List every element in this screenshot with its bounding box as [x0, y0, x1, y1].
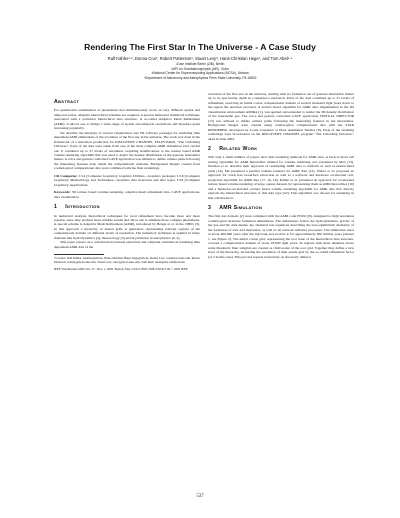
- section-3-paragraph-1: The first star datasets [2] were computed with the AMR code ENZO [6], designed for high resolution cosmological structure formation simulations. The simulations follow the hydrodynamics, gravity of the gas and the dark matter, the chemical rate equations describing the non-equilibrium chemistry of the formation of ions and molecules, as well as all relevant radiative processes. The simulation starts at about 400,000 years after the big bang and evolves it for approximately 300 million years (dataset 1, see Figure 2). The initial coarse grid, representing the root node of the hierarchical data structure, covered a computational domain of about 18,000 light years. In regions with mass densities above some threshold, finer subgrids are created as child nodes of the root grid. Together they define a new level of the hierarchy, increasing the resolution of their parent grid by the so-called refinement factor (of 2 in this case). This process repeats recursively on the newly defined: [208, 214, 354, 259]
- section-1-heading: [54, 205, 200, 209]
- intro-continuation: evolution of the first star in the universe, starting with its formation out of gaseous interstellar matter up to its spectacular death in a supernova explosion. Parts of the data contained up to 27 levels of refinement, resolving an initial coarse computational domain of several thousand light years down to the region the newborn protostar. A texture based algorithm for AMR data, implemented in the 3D visualization environment AMIRA [1], was applied and extended to render the 3D density distribution of the interstellar gas. The voice and gesture controlled CAVE application VIRTUAL DIRECTOR [15] was utilized to define camera paths following the interesting features in the hierarchies. Background images were created using cosmological computational data with the STAR RENDERER, developed by Loren Carpenter at Pixar Animation Studios [8]. Parts of the resulting renderings were broadcasted on the DISCOVERY CHANNEL program "The Unfolding Universe", aired in June 2002.: [208, 92, 354, 141]
- section-1-paragraph-1: In numerical analysis, hierarchical techniques for local refinement have become more and more popular, since they produce more reliable results and allow one to simulate more complex phenomena. A special scheme is Adaptive Mesh Refinement (AMR), introduced by Berger et al. in the 1980's [3]. In this approach a hierarchy of nested grids is generated, representing relevant regions of the computational domain on different levels of resolution. The numerical technique is applied in many domains like hydrodynamics [4], meteorology [5] and in particular in astrophysics [6, 2].: [54, 213, 200, 240]
- cr-categories: [54, 174, 200, 187]
- abstract-heading: Abstract: [54, 99, 80, 105]
- section-3-number: 3: [208, 204, 212, 211]
- abstract-paragraph-2: We describe the interplay of several visualization and VR software packages for rendering time dependent AMR simulations of the evolution of the first star in the universe. The work was done in the framework of a television production for DISCOVERY CHANNEL TELEVISION, "The Unfolding Universe". Parts of the data were taken from one of the most complex AMR simulation ever carried out: It contained up to 27 levels of resolution, requiring modifications to the texture based AMR volume rendering algorithm that was used to depict the density distribution of the gaseous interstellar matter. A voice and gesture controlled CAVE application was utilized to define camera paths following the interesting features deep inside the computational domains. Background images created from cosmological computational data were combined with the final renderings.: [54, 130, 201, 171]
- affiliation-1: ¹Zuse Institute Berlin (ZIB), Berlin: [175, 62, 225, 66]
- section-2-paragraph-1: Still only a small number of papers deal with rendering methods for AMR data. A back-to-front cell sorting algorithm for AMR hierarchies utilized for volume rendering was presented by Max [13]. Norman et al. describe their approach of resampling AMR data to uniform as well as unstructured grids [14]. Ma presented a parallel volume renderer for AMR data [12]. Weber et al. proposed an approach for crack free isosurface extraction as well as a software and hardware accelerated cell-projection algorithm for AMR data [17, 16, 18]. Kähler et al. presented an approach for accelerated texture based volume rendering of large, sparse datasets by representing them as AMR hierarchies [10] and a hardware-accelerated, texture based volume rendering algorithm for AMR data that directly exploits the hierarchical structure of this data type [10]. This algorithm was chosen for rendering in this collaboration.: [208, 155, 354, 200]
- abstract-paragraph-1: For quantitative examination of phenomena that simultaneously occur on very different spatial and temporal scales, adaptive hierarchical schemes are required. A special numerical multilevel technique, associated with a particular hierarchical data structure, is so-called Adaptive Mesh Refinement (AMR). It allows one to bridge a wide range of spatial and temporal resolutions and therefore gains increasing popularity.: [54, 108, 200, 131]
- author-list: Ralf Kähler¹·², Donna Cox³, Robert Patterson³, Stuart Levy³, Hans-Christian Hege¹, and Tom Abel¹·⁴: [107, 56, 293, 61]
- left-column: [54, 92, 200, 272]
- keywords: [54, 190, 200, 199]
- contact-footnote: *Contact: Ralf Kähler: kaehler@zib.de, Hans-Christian Hege: hege@zib.de, Donna Cox: cox@ncsa.uiuc.edu, Robert Patterson: robertp@ncsa.uiuc.edu, Stuart Levy: slevy@ncsa.uiuc.edu, Tom Abel: tabel@slac.stanford.edu: [54, 256, 200, 265]
- affiliation-4: ⁴Department of Astronomy and Astrophysics Penn State University, PA 16802: [143, 75, 257, 80]
- section-3-heading: [208, 206, 354, 210]
- section-2-title: Related Work: [219, 145, 258, 152]
- cr-categories-text: I.3.4 [Computer Graphics]: Graphics Utilities—Graphics packages; I.3.6 [Computer Graphics]: Methodology and Techniques—Graphics data structures and data types; I.3.8 [Computer Graphics]: Applications: [54, 173, 201, 187]
- paper-title: Rendering The First Star In The Universe - A Case Study: [84, 42, 316, 52]
- page-number: 537: [196, 494, 204, 499]
- cr-categories-label: CR Categories:: [54, 173, 78, 178]
- section-1-number: 1: [54, 204, 58, 211]
- keywords-label: Keywords:: [54, 190, 71, 195]
- section-1-paragraph-2: This paper reports on a collaboration between physicists and computer scientists in rendering time dependent AMR data of the: [54, 240, 200, 249]
- footnote-divider: [54, 254, 104, 255]
- conference-notice: IEEE Visualization 2002 Oct. 27 - Nov. 1, 2002, Boston, MA, USA 0-7803-7498-3/02/$17.00 © 2002 IEEE: [54, 266, 188, 271]
- section-3-title: AMR Simulation: [219, 204, 263, 211]
- right-column: [208, 92, 354, 259]
- affiliation-3: ³National Center for Supercomputing Applications (NCSA), Urbana: [151, 71, 249, 75]
- section-1-title: Introduction: [65, 204, 100, 211]
- section-2-heading: [208, 147, 354, 151]
- keywords-text: 3D texture based volume rendering, adaptive mesh refinement data, CAVE applications, data visualization: [54, 190, 200, 199]
- section-2-number: 2: [208, 145, 212, 152]
- affiliation-2: ²MPI for Gravitationsphysik (AEI), Golm: [171, 66, 229, 71]
